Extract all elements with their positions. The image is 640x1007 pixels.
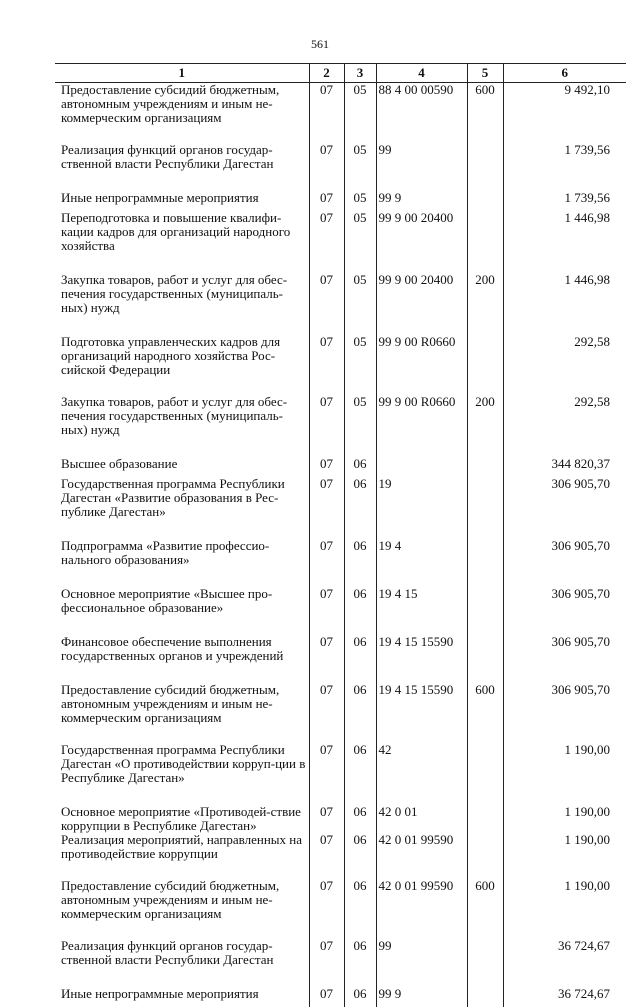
row-amount-cell: 1 190,00: [503, 805, 626, 833]
row-subsection-cell: 06: [344, 587, 376, 635]
row-name-cell: Иные непрограммные мероприятия: [55, 191, 309, 211]
row-name-cell: Закупка товаров, работ и услуг для обес-печения государственных (муниципаль-ных) нужд: [55, 273, 309, 335]
row-target-code-cell: 99 9 00 R0660: [376, 335, 467, 395]
row-subsection-cell: 06: [344, 939, 376, 987]
table-row: [55, 635, 626, 683]
row-name-cell: Основное мероприятие «Противодей-ствие коррупции в Республике Дагестан»: [55, 805, 309, 833]
row-target-code-cell: 99: [376, 939, 467, 987]
row-subsection-cell: 06: [344, 987, 376, 1007]
row-amount-cell: 1 190,00: [503, 879, 626, 939]
row-target-code-cell: 88 4 00 00590: [376, 83, 467, 144]
row-target-code-cell: 99 9 00 20400: [376, 273, 467, 335]
budget-table: [55, 63, 626, 1007]
row-subsection-cell: 05: [344, 191, 376, 211]
header-col-6: 6: [503, 64, 626, 83]
row-name-cell: Основное мероприятие «Высшее про-фессиональное образование»: [55, 587, 309, 635]
row-target-code-cell: 99 9: [376, 987, 467, 1007]
row-amount-cell: 292,58: [503, 335, 626, 395]
row-subsection-cell: 05: [344, 83, 376, 144]
row-target-code-cell: 19: [376, 477, 467, 539]
row-expense-type-cell: [467, 987, 503, 1007]
row-expense-type-cell: [467, 335, 503, 395]
row-subsection-cell: 06: [344, 743, 376, 805]
row-subsection-cell: 05: [344, 143, 376, 191]
row-expense-type-cell: 200: [467, 273, 503, 335]
header-col-5: 5: [467, 64, 503, 83]
row-name-cell: Предоставление субсидий бюджетным, автономным учреждениям и иным не-коммерческим организациям: [55, 683, 309, 743]
row-section-cell: 07: [309, 987, 344, 1007]
header-col-3: 3: [344, 64, 376, 83]
row-section-cell: 07: [309, 191, 344, 211]
row-name-cell: Реализация мероприятий, направленных на противодействие коррупции: [55, 833, 309, 879]
row-target-code-cell: 42 0 01 99590: [376, 833, 467, 879]
row-section-cell: 07: [309, 635, 344, 683]
row-amount-cell: 1 190,00: [503, 833, 626, 879]
table-row: [55, 457, 626, 477]
table-row: [55, 211, 626, 273]
row-subsection-cell: 06: [344, 457, 376, 477]
row-target-code-cell: 99 9 00 R0660: [376, 395, 467, 457]
table-row: [55, 587, 626, 635]
table-row: [55, 273, 626, 335]
row-name-cell: Предоставление субсидий бюджетным, автономным учреждениям и иным не-коммерческим организациям: [55, 879, 309, 939]
row-name-cell: Государственная программа Республики Дагестан «О противодействии корруп-ции в Республике Дагестан»: [55, 743, 309, 805]
row-expense-type-cell: [467, 539, 503, 587]
table-row: [55, 191, 626, 211]
row-subsection-cell: 06: [344, 683, 376, 743]
row-section-cell: 07: [309, 335, 344, 395]
row-expense-type-cell: 200: [467, 395, 503, 457]
row-amount-cell: 306 905,70: [503, 539, 626, 587]
table-row: [55, 395, 626, 457]
row-name-cell: Финансовое обеспечение выполнения государственных органов и учреждений: [55, 635, 309, 683]
row-subsection-cell: 06: [344, 477, 376, 539]
table-row: [55, 879, 626, 939]
table-row: [55, 83, 626, 144]
row-amount-cell: 306 905,70: [503, 587, 626, 635]
row-section-cell: 07: [309, 457, 344, 477]
row-expense-type-cell: [467, 457, 503, 477]
row-target-code-cell: 19 4: [376, 539, 467, 587]
row-section-cell: 07: [309, 743, 344, 805]
table-row: [55, 833, 626, 879]
table-row: [55, 743, 626, 805]
row-expense-type-cell: [467, 805, 503, 833]
row-name-cell: Закупка товаров, работ и услуг для обес-печения государственных (муниципаль-ных) нужд: [55, 395, 309, 457]
row-target-code-cell: 42: [376, 743, 467, 805]
row-subsection-cell: 06: [344, 635, 376, 683]
row-expense-type-cell: [467, 635, 503, 683]
row-expense-type-cell: [467, 833, 503, 879]
header-col-4: 4: [376, 64, 467, 83]
row-name-cell: Реализация функций органов государ-ственной власти Республики Дагестан: [55, 939, 309, 987]
table-row: [55, 477, 626, 539]
row-section-cell: 07: [309, 683, 344, 743]
row-expense-type-cell: [467, 587, 503, 635]
row-amount-cell: 306 905,70: [503, 683, 626, 743]
row-expense-type-cell: [467, 743, 503, 805]
row-name-cell: Предоставление субсидий бюджетным, автономным учреждениям и иным не-коммерческим организациям: [55, 83, 309, 144]
table-row: [55, 987, 626, 1007]
table-row: [55, 939, 626, 987]
table-row: [55, 683, 626, 743]
row-amount-cell: 36 724,67: [503, 987, 626, 1007]
row-section-cell: 07: [309, 477, 344, 539]
row-subsection-cell: 05: [344, 211, 376, 273]
row-amount-cell: 306 905,70: [503, 477, 626, 539]
row-section-cell: 07: [309, 395, 344, 457]
row-expense-type-cell: [467, 939, 503, 987]
row-amount-cell: 306 905,70: [503, 635, 626, 683]
row-subsection-cell: 06: [344, 539, 376, 587]
row-target-code-cell: 19 4 15 15590: [376, 683, 467, 743]
row-amount-cell: 1 739,56: [503, 191, 626, 211]
row-subsection-cell: 05: [344, 395, 376, 457]
row-name-cell: Иные непрограммные мероприятия: [55, 987, 309, 1007]
page-number: 561: [0, 37, 640, 52]
row-subsection-cell: 06: [344, 879, 376, 939]
row-section-cell: 07: [309, 805, 344, 833]
row-target-code-cell: 99: [376, 143, 467, 191]
row-amount-cell: 36 724,67: [503, 939, 626, 987]
row-target-code-cell: 99 9 00 20400: [376, 211, 467, 273]
row-section-cell: 07: [309, 879, 344, 939]
row-expense-type-cell: [467, 143, 503, 191]
row-section-cell: 07: [309, 143, 344, 191]
row-section-cell: 07: [309, 83, 344, 144]
row-expense-type-cell: 600: [467, 683, 503, 743]
row-expense-type-cell: [467, 191, 503, 211]
row-amount-cell: 1 446,98: [503, 211, 626, 273]
table-row: [55, 335, 626, 395]
row-name-cell: Подпрограмма «Развитие профессио-нального образования»: [55, 539, 309, 587]
row-section-cell: 07: [309, 539, 344, 587]
row-name-cell: Высшее образование: [55, 457, 309, 477]
row-target-code-cell: 42 0 01: [376, 805, 467, 833]
row-amount-cell: 292,58: [503, 395, 626, 457]
row-name-cell: Переподготовка и повышение квалифи-кации кадров для организаций народного хозяйства: [55, 211, 309, 273]
table-row: [55, 805, 626, 833]
row-amount-cell: 1 190,00: [503, 743, 626, 805]
row-expense-type-cell: [467, 211, 503, 273]
row-name-cell: Государственная программа Республики Дагестан «Развитие образования в Рес-публике Дагестан»: [55, 477, 309, 539]
row-section-cell: 07: [309, 939, 344, 987]
row-section-cell: 07: [309, 833, 344, 879]
table-body: [55, 83, 626, 1007]
row-target-code-cell: 19 4 15 15590: [376, 635, 467, 683]
row-section-cell: 07: [309, 211, 344, 273]
row-subsection-cell: 05: [344, 273, 376, 335]
row-amount-cell: 9 492,10: [503, 83, 626, 144]
row-target-code-cell: 42 0 01 99590: [376, 879, 467, 939]
row-name-cell: Реализация функций органов государ-ственной власти Республики Дагестан: [55, 143, 309, 191]
row-expense-type-cell: 600: [467, 879, 503, 939]
row-target-code-cell: 99 9: [376, 191, 467, 211]
table-row: [55, 539, 626, 587]
table-header-row: [55, 64, 626, 83]
header-col-1: 1: [55, 64, 309, 83]
row-subsection-cell: 05: [344, 335, 376, 395]
table-row: [55, 143, 626, 191]
row-expense-type-cell: 600: [467, 83, 503, 144]
row-subsection-cell: 06: [344, 833, 376, 879]
row-section-cell: 07: [309, 273, 344, 335]
header-col-2: 2: [309, 64, 344, 83]
row-name-cell: Подготовка управленческих кадров для организаций народного хозяйства Рос-сийской Федерации: [55, 335, 309, 395]
row-amount-cell: 1 446,98: [503, 273, 626, 335]
row-amount-cell: 344 820,37: [503, 457, 626, 477]
row-section-cell: 07: [309, 587, 344, 635]
row-expense-type-cell: [467, 477, 503, 539]
row-subsection-cell: 06: [344, 805, 376, 833]
row-target-code-cell: [376, 457, 467, 477]
row-target-code-cell: 19 4 15: [376, 587, 467, 635]
row-amount-cell: 1 739,56: [503, 143, 626, 191]
